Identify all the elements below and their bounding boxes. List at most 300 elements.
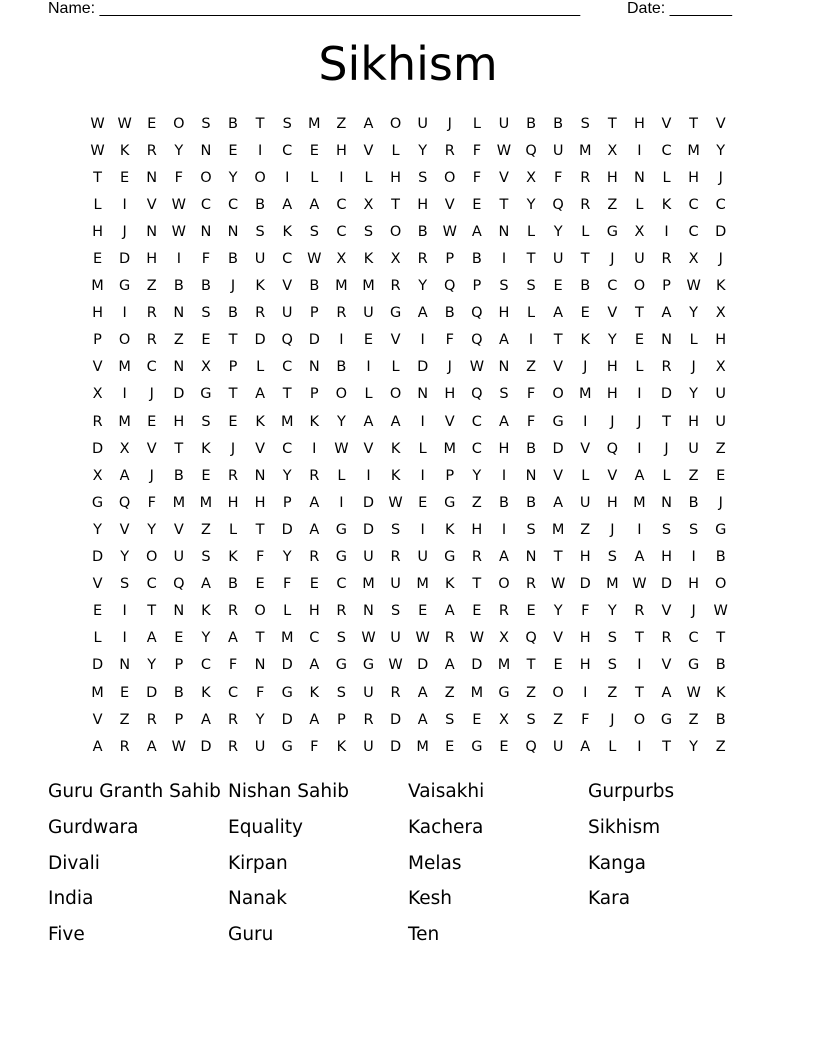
grid-letter: D (254, 332, 266, 349)
grid-letter: Y (689, 738, 699, 755)
grid-letter: N (498, 359, 510, 376)
grid-letter: X (363, 196, 374, 213)
grid-letter: M (172, 494, 186, 511)
grid-letter: R (227, 467, 239, 484)
grid-letter: V (363, 142, 374, 159)
word-list-item: Vaisakhi (408, 781, 485, 802)
grid-letter: A (498, 332, 509, 349)
grid-letter: J (447, 115, 452, 132)
grid-letter: C (146, 576, 157, 593)
grid-letter: E (472, 603, 482, 620)
grid-letter: P (445, 467, 455, 484)
grid-letter: Z (471, 494, 482, 511)
grid-letter: N (661, 332, 672, 349)
grid-letter: G (335, 521, 348, 538)
grid-letter: H (254, 494, 266, 511)
grid-letter: C (336, 223, 347, 240)
grid-letter: O (389, 223, 402, 240)
grid-letter: J (610, 521, 615, 538)
grid-letter: R (580, 196, 591, 213)
grid-letter: W (415, 630, 430, 647)
grid-letter: C (309, 630, 320, 647)
word-search-grid (84, 110, 734, 760)
grid-letter: V (661, 603, 672, 620)
grid-letter: L (472, 115, 481, 132)
grid-letter: A (119, 467, 130, 484)
grid-letter: K (228, 549, 238, 566)
grid-letter: L (662, 169, 671, 186)
grid-letter: K (390, 467, 401, 484)
grid-letter: S (607, 657, 617, 674)
grid-letter: Y (147, 657, 157, 674)
grid-letter: E (92, 251, 103, 268)
grid-letter: V (92, 359, 103, 376)
grid-letter: W (171, 738, 186, 755)
grid-letter: X (92, 386, 103, 403)
grid-letter: I (637, 142, 642, 159)
grid-letter: G (687, 657, 700, 674)
grid-letter: P (662, 278, 671, 295)
grid-letter: J (691, 603, 696, 620)
grid-letter: N (254, 657, 266, 674)
grid-letter: C (336, 576, 347, 593)
grid-letter: F (581, 603, 590, 620)
grid-letter: F (445, 332, 454, 349)
grid-letter: R (146, 142, 157, 159)
grid-letter: I (420, 467, 425, 484)
grid-letter: R (92, 413, 103, 430)
grid-letter: R (309, 467, 320, 484)
grid-letter: O (173, 115, 185, 132)
grid-letter: I (664, 223, 669, 240)
grid-letter: L (337, 467, 346, 484)
grid-letter: U (390, 576, 401, 593)
grid-letter: C (688, 196, 699, 213)
grid-letter: W (713, 603, 728, 620)
grid-letter: F (581, 711, 590, 728)
grid-letter: S (526, 278, 536, 295)
grid-letter: I (285, 169, 290, 186)
grid-letter: Y (716, 142, 726, 159)
grid-letter: X (634, 223, 645, 240)
grid-letter: U (254, 251, 266, 268)
grid-letter: T (255, 115, 265, 132)
grid-letter: A (309, 657, 320, 674)
grid-letter: X (715, 305, 726, 322)
grid-letter: W (388, 494, 403, 511)
grid-letter: H (688, 576, 700, 593)
word-list-item: Five (48, 924, 85, 946)
grid-letter: F (310, 738, 319, 755)
grid-letter: T (255, 521, 265, 538)
grid-letter: E (445, 738, 455, 755)
grid-letter: W (686, 684, 701, 701)
grid-letter: S (282, 115, 292, 132)
grid-letter: M (91, 278, 104, 295)
grid-letter: W (334, 440, 349, 457)
grid-letter: E (201, 332, 211, 349)
grid-letter: K (363, 251, 374, 268)
grid-letter: V (661, 115, 672, 132)
grid-letter: D (200, 738, 212, 755)
grid-letter: S (336, 684, 346, 701)
grid-letter: O (118, 332, 131, 349)
grid-letter: H (417, 196, 429, 213)
grid-letter: Z (607, 684, 618, 701)
grid-letter: C (471, 413, 482, 430)
grid-letter: R (336, 603, 347, 620)
word-list (48, 774, 768, 953)
grid-letter: L (527, 223, 536, 240)
grid-letter: K (661, 196, 672, 213)
grid-letter: B (228, 251, 238, 268)
grid-letter: E (120, 684, 130, 701)
grid-letter: I (420, 413, 425, 430)
grid-letter: R (444, 630, 455, 647)
grid-letter: R (526, 576, 537, 593)
grid-letter: Z (715, 440, 726, 457)
grid-letter: I (366, 467, 371, 484)
grid-letter: B (526, 440, 537, 457)
grid-letter: H (390, 169, 402, 186)
grid-letter: J (718, 169, 723, 186)
word-list-item: Kachera (408, 816, 484, 838)
grid-letter: Y (607, 603, 617, 620)
grid-letter: U (363, 738, 374, 755)
grid-letter: A (444, 657, 455, 674)
grid-letter: U (579, 494, 591, 511)
grid-letter: T (228, 386, 238, 403)
grid-letter: U (498, 115, 510, 132)
grid-letter: R (661, 251, 672, 268)
name-field-label: Name: ______________________________________________________ (48, 0, 581, 17)
grid-letter: U (552, 251, 564, 268)
word-list-item: Divali (48, 852, 100, 874)
grid-letter: T (282, 386, 292, 403)
grid-letter: M (578, 142, 592, 159)
word-list-item: Kesh (408, 888, 452, 910)
grid-letter: T (580, 251, 590, 268)
grid-letter: V (607, 467, 618, 484)
grid-letter: Y (282, 467, 292, 484)
grid-letter: B (444, 305, 455, 322)
grid-letter: J (664, 440, 669, 457)
grid-letter: U (363, 549, 374, 566)
grid-letter: V (390, 332, 401, 349)
grid-letter: B (526, 494, 537, 511)
grid-letter: H (173, 413, 185, 430)
grid-letter: D (715, 223, 727, 240)
grid-letter: A (363, 115, 374, 132)
word-list-item: Ten (408, 924, 440, 946)
grid-letter: Z (688, 467, 699, 484)
grid-letter: E (363, 332, 374, 349)
grid-letter: U (634, 251, 645, 268)
grid-letter: Y (120, 549, 130, 566)
grid-letter: H (688, 169, 700, 186)
grid-letter: Y (336, 413, 346, 430)
grid-letter: X (498, 630, 509, 647)
grid-letter: T (93, 169, 102, 186)
grid-letter: O (335, 386, 348, 403)
grid-letter: T (391, 196, 400, 213)
grid-letter: G (281, 738, 293, 755)
grid-letter: W (550, 576, 566, 593)
grid-letter: I (122, 196, 127, 213)
grid-letter: A (200, 711, 211, 728)
grid-letter: I (122, 630, 127, 647)
grid-letter: T (553, 332, 563, 349)
grid-letter: K (309, 413, 320, 430)
grid-letter: F (201, 251, 211, 268)
grid-letter: G (389, 305, 402, 322)
grid-letter: H (444, 386, 456, 403)
grid-letter: D (281, 521, 293, 538)
grid-letter: M (362, 278, 375, 295)
grid-letter: V (444, 196, 455, 213)
grid-letter: O (444, 169, 456, 186)
grid-letter: D (552, 440, 564, 457)
grid-letter: K (445, 521, 455, 538)
grid-letter: A (417, 305, 428, 322)
grid-letter: O (633, 278, 646, 295)
grid-letter: L (283, 603, 292, 620)
grid-letter: S (201, 115, 211, 132)
grid-letter: L (310, 169, 319, 186)
grid-letter: S (607, 630, 617, 647)
grid-letter: K (309, 684, 320, 701)
grid-letter: J (230, 278, 236, 295)
grid-letter: X (607, 142, 618, 159)
grid-letter: S (390, 521, 401, 538)
grid-letter: K (201, 440, 211, 457)
grid-letter: M (687, 142, 700, 159)
grid-letter: H (633, 115, 645, 132)
grid-letter: N (363, 603, 374, 620)
grid-letter: P (309, 386, 319, 403)
grid-letter: G (715, 521, 727, 538)
grid-letter: F (255, 549, 265, 566)
grid-letter: Y (526, 196, 536, 213)
grid-letter: Z (553, 711, 564, 728)
grid-letter: D (91, 549, 104, 566)
grid-letter: D (308, 332, 320, 349)
grid-letter: N (661, 494, 672, 511)
grid-letter: I (583, 684, 588, 701)
grid-letter: B (580, 278, 591, 295)
grid-letter: S (255, 223, 265, 240)
grid-letter: F (526, 413, 536, 430)
grid-letter: W (442, 223, 457, 240)
grid-letter: I (637, 657, 642, 674)
grid-letter: K (255, 278, 265, 295)
grid-letter: H (606, 386, 618, 403)
grid-letter: U (715, 413, 727, 430)
grid-letter: E (526, 603, 536, 620)
page-title: Sikhism (318, 37, 498, 91)
grid-letter: X (498, 711, 509, 728)
grid-letter: R (146, 305, 157, 322)
grid-letter: K (255, 413, 265, 430)
grid-letter: I (420, 332, 425, 349)
grid-letter: E (580, 305, 590, 322)
grid-letter: Q (471, 386, 483, 403)
grid-letter: A (417, 711, 428, 728)
grid-letter: H (146, 251, 158, 268)
grid-letter: I (122, 386, 127, 403)
grid-letter: X (92, 467, 103, 484)
grid-letter: W (469, 630, 485, 647)
grid-letter: D (471, 657, 483, 674)
grid-letter: N (173, 359, 185, 376)
grid-letter: R (444, 142, 455, 159)
grid-letter: E (201, 467, 211, 484)
grid-letter: P (228, 359, 238, 376)
grid-letter: L (364, 169, 373, 186)
grid-letter: N (633, 169, 645, 186)
grid-letter: Z (715, 738, 726, 755)
grid-letter: A (309, 711, 320, 728)
grid-letter: J (583, 359, 588, 376)
grid-letter: N (119, 657, 131, 674)
grid-letter: V (119, 521, 130, 538)
grid-letter: Y (553, 223, 563, 240)
grid-letter: M (118, 359, 131, 376)
grid-letter: Y (607, 332, 617, 349)
grid-letter: D (281, 711, 293, 728)
grid-letter: N (173, 603, 185, 620)
grid-letter: L (391, 142, 400, 159)
grid-letter: A (634, 549, 645, 566)
grid-letter: H (606, 494, 618, 511)
grid-letter: G (444, 549, 456, 566)
grid-letter: E (228, 142, 238, 159)
grid-letter: V (146, 196, 157, 213)
grid-letter: I (583, 413, 588, 430)
grid-letter: Z (526, 359, 537, 376)
grid-letter: H (92, 305, 103, 322)
word-list-item: Kara (588, 888, 631, 910)
grid-letter: K (390, 440, 401, 457)
grid-letter: Y (201, 630, 211, 647)
word-list-item: Kirpan (228, 852, 288, 874)
grid-letter: R (309, 549, 320, 566)
worksheet-header (48, 0, 768, 20)
grid-letter: S (499, 386, 509, 403)
grid-letter: I (420, 521, 425, 538)
grid-letter: F (472, 142, 482, 159)
grid-letter: V (580, 440, 591, 457)
grid-letter: H (579, 549, 591, 566)
grid-letter: T (255, 630, 265, 647)
word-list-item: Guru Granth Sahib (48, 781, 221, 802)
grid-letter: N (146, 169, 158, 186)
grid-letter: D (417, 359, 429, 376)
grid-letter: S (580, 115, 590, 132)
grid-letter: W (171, 196, 186, 213)
grid-letter: Q (525, 738, 537, 755)
grid-letter: D (362, 521, 375, 538)
grid-letter: I (637, 386, 642, 403)
grid-letter: R (661, 630, 672, 647)
grid-letter: Y (689, 305, 699, 322)
grid-letter: Q (525, 142, 537, 159)
grid-letter: N (498, 223, 510, 240)
grid-letter: T (607, 115, 617, 132)
grid-letter: M (335, 278, 348, 295)
grid-letter: Q (606, 440, 619, 457)
grid-letter: G (606, 223, 618, 240)
grid-letter: I (691, 549, 696, 566)
grid-letter: J (691, 359, 696, 376)
grid-letter: D (91, 657, 104, 674)
grid-letter: X (526, 169, 537, 186)
grid-letter: W (117, 115, 132, 132)
grid-letter: E (92, 603, 103, 620)
grid-letter: L (581, 467, 590, 484)
grid-letter: C (688, 223, 699, 240)
grid-letter: D (362, 494, 375, 511)
grid-letter: I (312, 440, 317, 457)
grid-letter: B (228, 115, 238, 132)
grid-letter: W (307, 251, 322, 268)
grid-letter: M (416, 576, 429, 593)
grid-letter: H (688, 413, 700, 430)
word-list-item: Gurpurbs (588, 781, 675, 802)
grid-letter: D (119, 251, 131, 268)
grid-letter: V (553, 467, 564, 484)
grid-letter: M (416, 738, 429, 755)
grid-letter: M (280, 630, 294, 647)
grid-letter: E (309, 576, 319, 593)
grid-letter: B (336, 359, 347, 376)
word-list-item: India (48, 888, 94, 910)
grid-letter: Q (281, 332, 293, 349)
grid-letter: E (553, 657, 563, 674)
grid-letter: I (637, 521, 642, 538)
grid-letter: M (578, 386, 592, 403)
grid-letter: G (119, 278, 131, 295)
grid-letter: R (227, 711, 239, 728)
grid-letter: U (688, 440, 699, 457)
grid-letter: H (498, 440, 510, 457)
grid-letter: R (390, 278, 401, 295)
grid-letter: W (469, 359, 485, 376)
grid-letter: V (553, 359, 564, 376)
grid-letter: Q (525, 630, 537, 647)
grid-letter: U (281, 305, 293, 322)
grid-letter: D (579, 576, 591, 593)
grid-letter: R (227, 738, 239, 755)
grid-letter: Z (607, 196, 618, 213)
grid-letter: L (256, 359, 265, 376)
grid-letter: R (146, 332, 157, 349)
grid-letter: G (91, 494, 104, 511)
grid-letter: P (309, 305, 319, 322)
grid-letter: R (336, 305, 347, 322)
grid-letter: A (255, 386, 266, 403)
grid-letter: L (228, 521, 238, 538)
grid-letter: N (200, 142, 212, 159)
date-field-label: Date: _______ (627, 0, 732, 17)
grid-letter: O (200, 169, 212, 186)
grid-letter: N (254, 467, 266, 484)
grid-letter: H (471, 521, 483, 538)
grid-letter: S (607, 549, 617, 566)
grid-letter: T (228, 332, 238, 349)
grid-letter: U (390, 630, 401, 647)
grid-letter: I (637, 440, 642, 457)
